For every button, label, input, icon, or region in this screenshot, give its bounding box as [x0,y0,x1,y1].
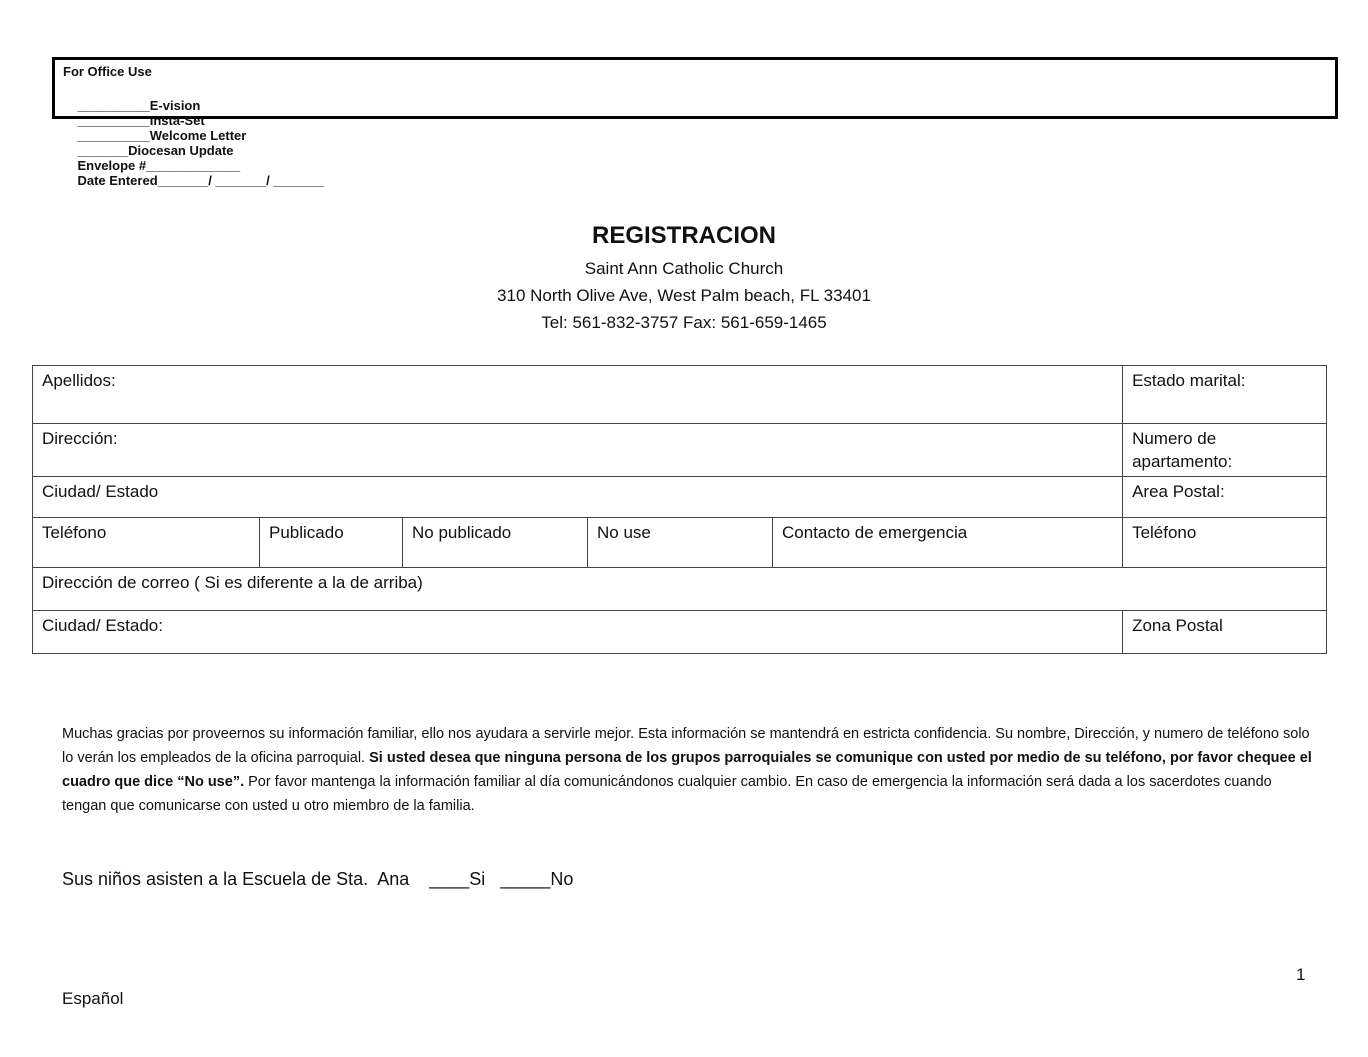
city-state-label: Ciudad/ Estado [42,482,159,501]
surname-label: Apellidos: [42,371,116,390]
emergency-contact-field[interactable] [773,518,1123,568]
language-label: Español [62,989,124,1008]
phone-field[interactable] [33,518,260,568]
published-label: Publicado [269,523,344,542]
mailing-address-field[interactable] [33,568,1327,611]
registration-form-table [32,365,1327,654]
church-address: 310 North Olive Ave, West Palm beach, FL 33401 [497,286,871,305]
mailing-city-state-label: Ciudad/ Estado: [42,616,163,635]
church-phone-fax: Tel: 561-832-3757 Fax: 561-659-1465 [541,313,827,332]
postal-zone-label: Zona Postal [1132,616,1223,635]
privacy-notice [62,722,1312,818]
office-field-insta-set[interactable]: __________Insta-Set [77,113,205,128]
no-use-label: No use [597,523,651,542]
notice-text-outro: Por favor mantenga la información familiar al día comunicándonos cualquier cambio. En caso de emergencia la información será dada a los sacerdotes cuando tengan que comunicarse con usted u otro miembro de la familia. [62,774,1272,814]
office-field-date-entered[interactable]: Date Entered_______/ _______/ _______ [77,173,324,188]
mailing-city-state-field[interactable] [33,611,1123,654]
school-no-option[interactable]: _____No [500,869,574,889]
office-use-title: For Office Use [63,64,152,79]
surname-field[interactable] [33,366,1123,424]
apartment-number-field[interactable] [1123,424,1327,477]
no-use-checkbox-cell[interactable] [588,518,773,568]
office-field-diocesan-update[interactable]: _______Diocesan Update [77,143,234,158]
postal-zone-field[interactable] [1123,611,1327,654]
unpublished-label: No publicado [412,523,512,542]
area-postal-label: Area Postal: [1132,482,1225,501]
notice-text-bold: Si usted desea que ninguna persona de los grupos parroquiales se comunique con usted por medio de su teléfono, por favor chequee el cuadro que dice “No use”. [62,750,1312,790]
church-name: Saint Ann Catholic Church [584,259,784,278]
emergency-contact-label: Contacto de emergencia [782,523,968,542]
area-postal-field[interactable] [1123,477,1327,518]
emergency-phone-label: Teléfono [1132,523,1197,542]
published-checkbox-cell[interactable] [260,518,403,568]
unpublished-checkbox-cell[interactable] [403,518,588,568]
notice-text-intro: Muchas gracias por proveernos su información familiar, ello nos ayudara a servirle mejor. Esta información se mantendrá en estricta confidencia. Su nombre, Dirección, y numero de teléfono solo lo verán los empleados de la oficina parroquial. [62,726,1310,766]
phone-label: Teléfono [42,523,107,542]
school-question-text: Sus niños asisten a la Escuela de Sta. Ana [62,869,410,889]
school-yes-option[interactable]: ____Si [429,869,486,889]
apartment-number-label: Numero de apartamento: [1132,429,1233,471]
city-state-field[interactable] [33,477,1123,518]
office-field-envelope[interactable]: Envelope #_____________ [77,158,241,173]
office-use-fields [63,83,338,203]
mailing-address-label: Dirección de correo ( Si es diferente a la de arriba) [42,573,423,592]
office-field-welcome-letter[interactable]: __________Welcome Letter [77,128,247,143]
office-use-box [52,57,1338,188]
marital-status-field[interactable] [1123,366,1327,424]
office-field-evision[interactable]: __________E-vision [77,98,201,113]
page-title: REGISTRACION [591,222,776,249]
address-field[interactable] [33,424,1123,477]
page-number: 1 [1296,965,1306,984]
marital-status-label: Estado marital: [1132,371,1246,390]
address-label: Dirección: [42,429,118,448]
emergency-phone-field[interactable] [1123,518,1327,568]
school-question [62,869,573,890]
